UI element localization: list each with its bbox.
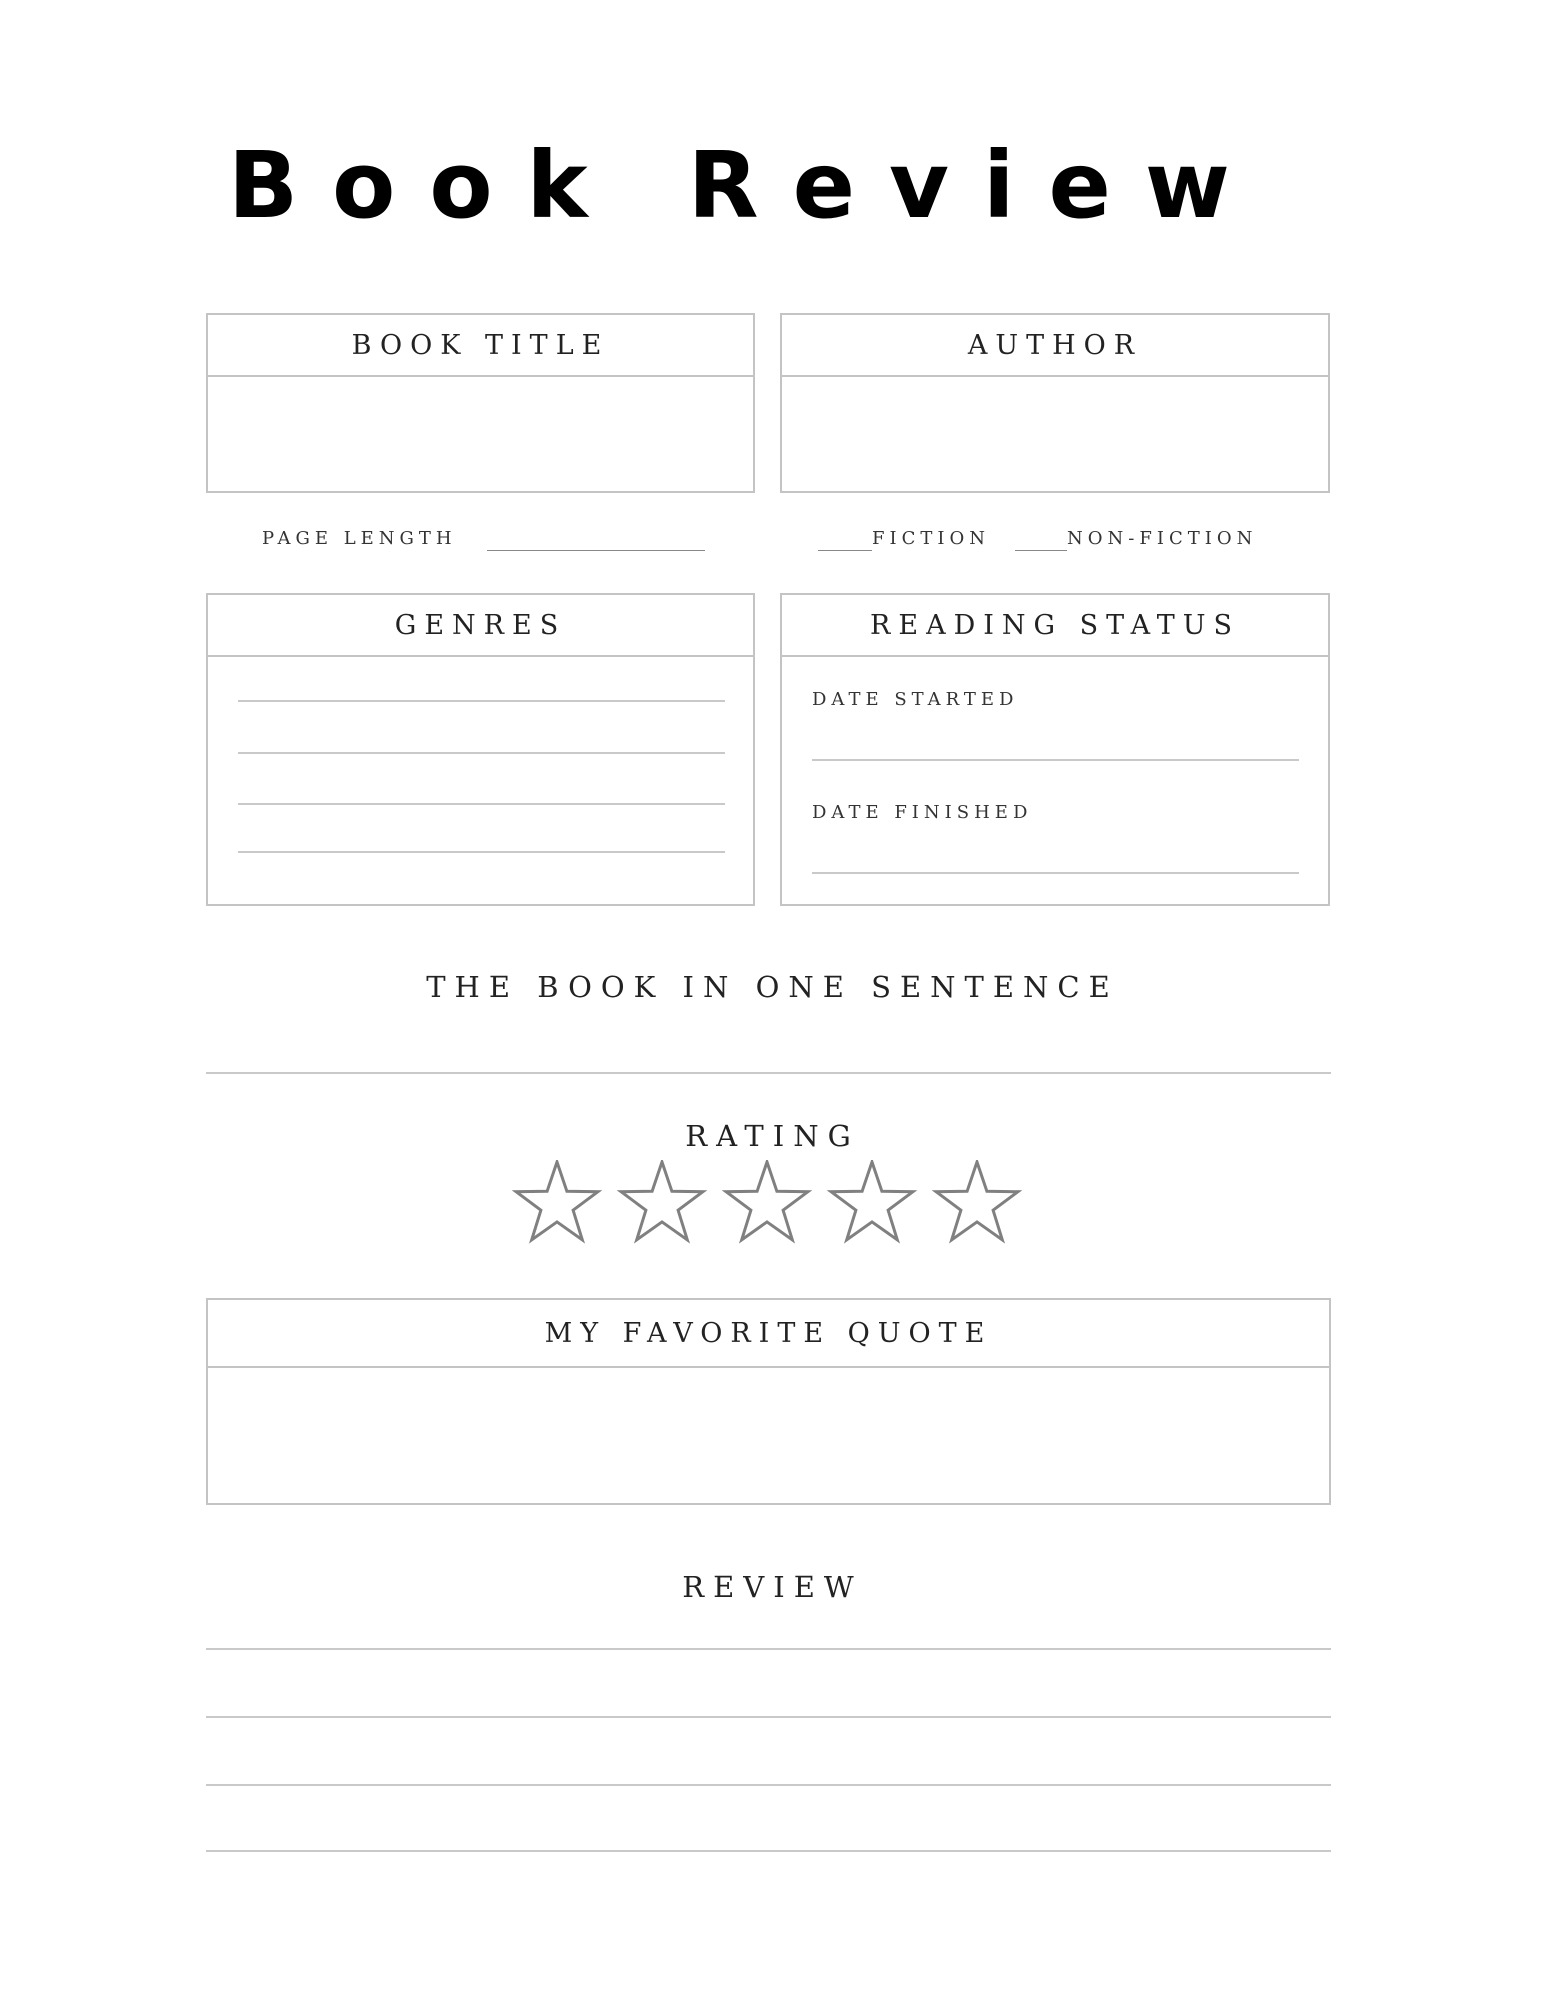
genre-line-3[interactable] (238, 803, 725, 805)
fiction-checkline[interactable] (818, 550, 872, 551)
review-label: REVIEW (682, 1570, 863, 1604)
date-started-field[interactable] (812, 759, 1299, 761)
star-icon[interactable] (831, 1162, 913, 1240)
rating-stars[interactable] (512, 1160, 1032, 1260)
nonfiction-checkline[interactable] (1015, 550, 1067, 551)
favorite-quote-box (206, 1298, 1331, 1505)
page-length-label: PAGE LENGTH (262, 528, 457, 549)
author-field[interactable] (782, 377, 1328, 491)
star-icon[interactable] (726, 1162, 808, 1240)
date-finished-label: DATE FINISHED (812, 802, 1033, 823)
fiction-label: FICTION (872, 528, 990, 549)
genre-line-4[interactable] (238, 851, 725, 853)
one-sentence-field[interactable] (206, 1072, 1331, 1074)
review-line-2[interactable] (206, 1716, 1331, 1718)
date-started-label: DATE STARTED (812, 689, 1019, 710)
book-title-label: BOOK TITLE (208, 315, 753, 377)
author-label: AUTHOR (782, 315, 1328, 377)
favorite-quote-field[interactable] (208, 1368, 1329, 1503)
rating-label: RATING (685, 1119, 860, 1153)
nonfiction-label: NON-FICTION (1067, 528, 1258, 549)
star-icon[interactable] (516, 1162, 598, 1240)
genre-line-2[interactable] (238, 752, 725, 754)
review-line-4[interactable] (206, 1850, 1331, 1852)
book-title-box (206, 313, 755, 493)
author-box (780, 313, 1330, 493)
review-line-3[interactable] (206, 1784, 1331, 1786)
page-title: Book Review (228, 132, 1264, 239)
genre-line-1[interactable] (238, 700, 725, 702)
review-line-1[interactable] (206, 1648, 1331, 1650)
genres-box (206, 593, 755, 906)
genres-label: GENRES (208, 595, 753, 657)
reading-status-box (780, 593, 1330, 906)
date-finished-field[interactable] (812, 872, 1299, 874)
page-length-field[interactable] (487, 550, 705, 551)
star-icon[interactable] (936, 1162, 1018, 1240)
reading-status-label: READING STATUS (782, 595, 1328, 657)
book-title-field[interactable] (208, 377, 753, 491)
one-sentence-label: THE BOOK IN ONE SENTENCE (426, 970, 1119, 1004)
star-icon[interactable] (621, 1162, 703, 1240)
favorite-quote-label: MY FAVORITE QUOTE (208, 1300, 1329, 1368)
